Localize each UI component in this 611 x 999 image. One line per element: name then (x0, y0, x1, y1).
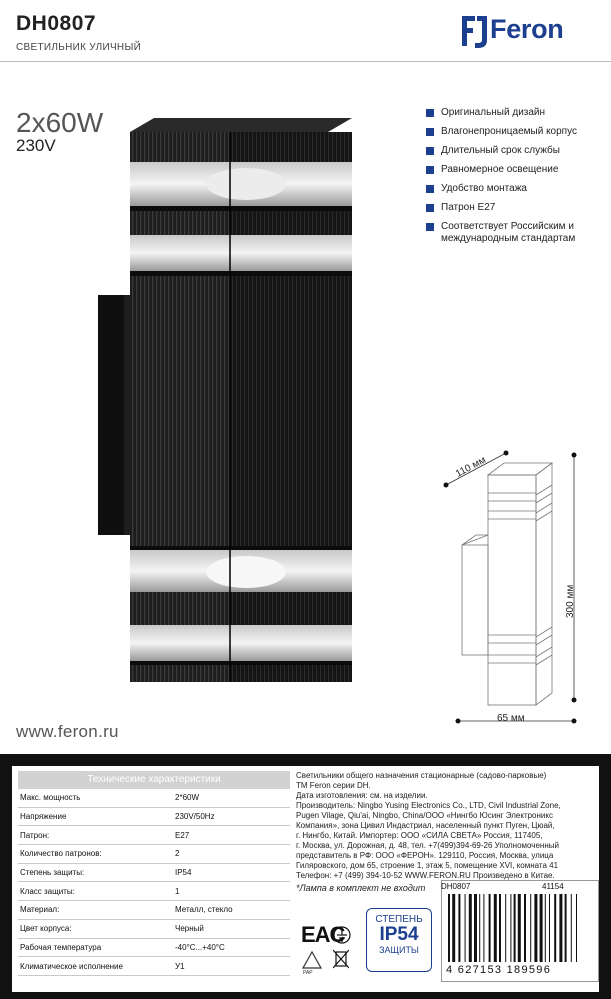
barcode-code: 41154 (542, 882, 564, 891)
table-row: Материал: Металл, стекло (18, 901, 290, 920)
product-image (96, 110, 366, 710)
voltage-rating: 230V (16, 136, 56, 155)
feature-item: Влагонепроницаемый корпус (426, 126, 606, 138)
feature-list (426, 107, 606, 252)
pap-label: PAP (303, 970, 313, 976)
table-row: Патрон: E27 (18, 826, 290, 845)
table-row: Класс защиты: 1 (18, 882, 290, 901)
table-row: Климатическое исполнение У1 (18, 957, 290, 976)
feron-logo-icon (462, 16, 488, 48)
feature-item: Оригинальный дизайн (426, 107, 606, 119)
weee-bin-icon (333, 948, 349, 970)
dimension-drawing (440, 445, 605, 735)
barcode-model: DH0807 (441, 882, 471, 891)
bullet-square-icon (426, 223, 434, 231)
table-row: Макс. мощность 2*60W (18, 789, 290, 808)
feature-item: Длительный срок службы (426, 145, 606, 157)
bullet-square-icon (426, 166, 434, 174)
model-title: DH0807 (16, 12, 97, 35)
spec-table-title: Технические характеристики (18, 771, 290, 789)
ip-rating-badge: СТЕПЕНЬ IP54 ЗАЩИТЫ (366, 908, 432, 972)
feature-item: Удобство монтажа (426, 183, 606, 195)
bullet-square-icon (426, 128, 434, 136)
feature-item: Патрон E27 (426, 202, 606, 214)
manufacturer-info: Светильники общего назначения стационарные (садово-парковые) ТМ Feron серии DH. Дата изготовления: см. на изделии. Производитель: Ningbo Yusing Electronics Co., LTD, Civil Industrial Zone, Pugen Vilage, Qiu'ai, Ningbo, China/ООО «Нингбо Юсинг Электроникс Компания», зона Цивил Индастриал, населенный пункт Пуген, Цюай, г. Нингбо, Китай. Импортер: ООО «СИЛА СВЕТА» Россия, 117405, г. Москва, ул. Дорожная, д. 48, тел. +7(499)394-69-26 Уполномоченный представитель в РФ: ООО «ФЕРОН». 129110, Россия, Москва, улица Гиляровского, дом 65, строение 1, этаж 5, помещение XVI, комната 41 Телефон: +7 (499) 394-10-52 WWW.FERON.RU Произведено в Китае. (296, 771, 561, 880)
table-row: Напряжение 230V/50Hz (18, 808, 290, 827)
table-row: Цвет корпуса: Черный (18, 920, 290, 939)
height-dimension: 300 мм (565, 584, 576, 618)
width-dimension: 65 мм (497, 713, 525, 724)
depth-dimension: 110 мм (454, 454, 488, 480)
brand-logo-text: Feron (490, 14, 564, 44)
feature-item: Равномерное освещение (426, 164, 606, 176)
power-rating: 2x60W (16, 107, 104, 138)
table-row: Количество патронов: 2 (18, 845, 290, 864)
eac-mark-icon: EAC (301, 922, 345, 947)
bullet-square-icon (426, 204, 434, 212)
table-row: Степень защиты: IP54 (18, 864, 290, 883)
bullet-square-icon (426, 147, 434, 155)
barcode-icon (446, 894, 592, 964)
lamp-note: *Лампа в комплект не входит (296, 883, 426, 893)
bullet-square-icon (426, 109, 434, 117)
table-row: Рабочая температура -40°C...+40°C (18, 939, 290, 958)
bullet-square-icon (426, 185, 434, 193)
header-divider (0, 61, 611, 62)
recycle-icon (301, 951, 323, 971)
feature-item: Соответствует Российским и международным стандартам (426, 221, 606, 245)
website-link[interactable]: www.feron.ru (16, 722, 119, 741)
spec-table (18, 771, 290, 976)
product-subtitle: СВЕТИЛЬНИК УЛИЧНЫЙ (16, 42, 142, 53)
ground-symbol-icon (333, 926, 351, 944)
barcode-digits: 4 627153 189596 (446, 964, 552, 976)
